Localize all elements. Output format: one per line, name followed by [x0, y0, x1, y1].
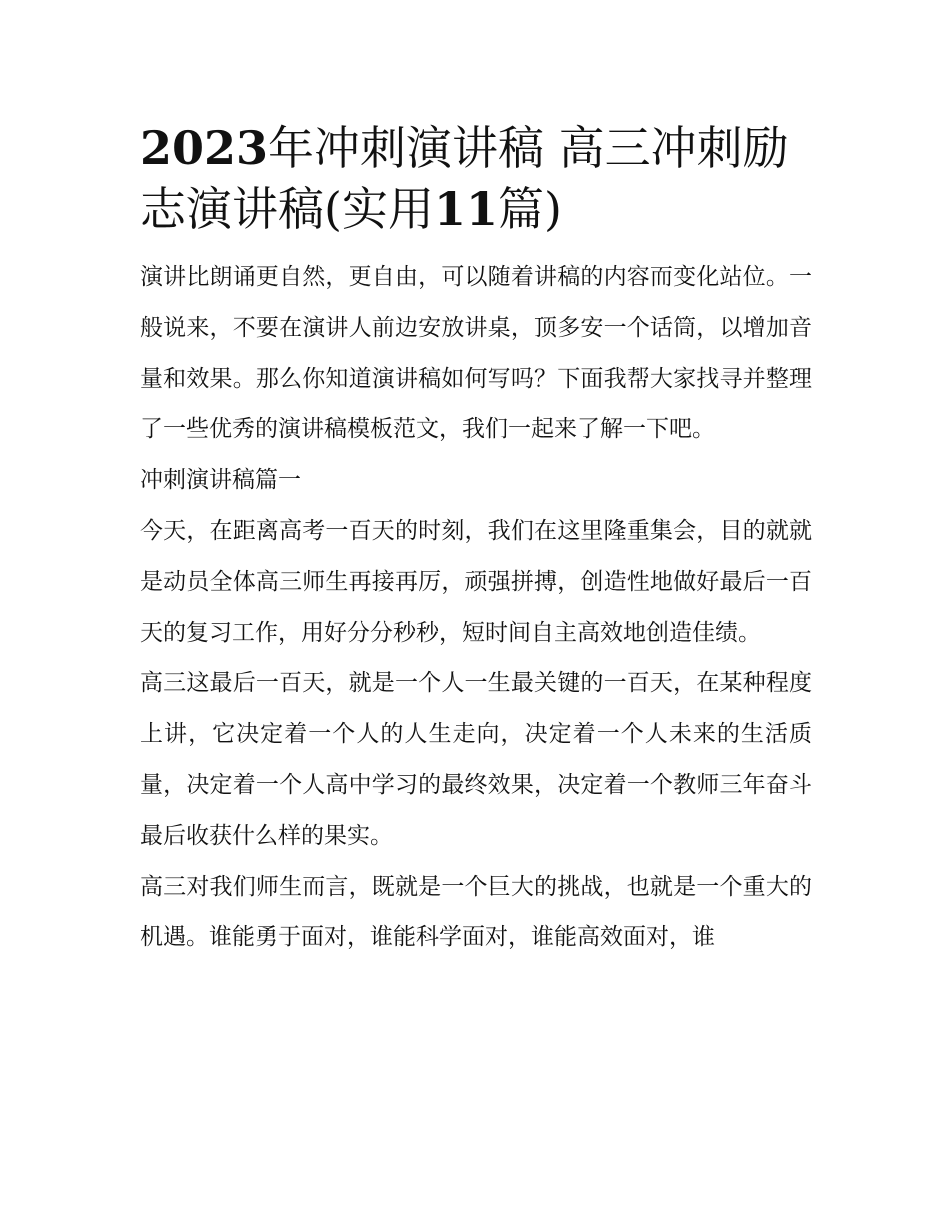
- intro-paragraph: 演讲比朗诵更自然，更自由，可以随着讲稿的内容而变化站位。一般说来，不要在演讲人前边安放讲桌，顶多安一个话筒，以增加音量和效果。那么你知道演讲稿如何写吗？下面我帮大家找寻并整理了一些优秀的演讲稿模板范文，我们一起来了解一下吧。: [140, 264, 812, 443]
- title-year: 2023: [140, 121, 269, 175]
- title-count: 11: [433, 182, 498, 236]
- document-title: [140, 118, 812, 240]
- document-page: [140, 118, 812, 963]
- body-paragraph-2: 高三这最后一百天，就是一个人一生最关键的一百天，在某种程度上讲，它决定着一个人的人生走向，决定着一个人未来的生活质量，决定着一个人高中学习的最终效果，决定着一个教师三年奋斗最后收获什么样的果实。: [140, 670, 812, 849]
- title-text-1: 年冲刺演讲稿 高三冲刺励志演讲稿(实用: [140, 121, 789, 236]
- title-text-2: 篇): [497, 182, 562, 236]
- body-paragraph-1: 今天，在距离高考一百天的时刻，我们在这里隆重集会，目的就就是动员全体高三师生再接再厉，顽强拼搏，创造性地做好最后一百天的复习工作，用好分分秒秒，短时间自主高效地创造佳绩。: [140, 517, 812, 646]
- body-paragraph-3: 高三对我们师生而言，既就是一个巨大的挑战，也就是一个重大的机遇。谁能勇于面对，谁能科学面对，谁能高效面对，谁: [140, 873, 812, 951]
- section-heading: 冲刺演讲稿篇一: [140, 467, 301, 494]
